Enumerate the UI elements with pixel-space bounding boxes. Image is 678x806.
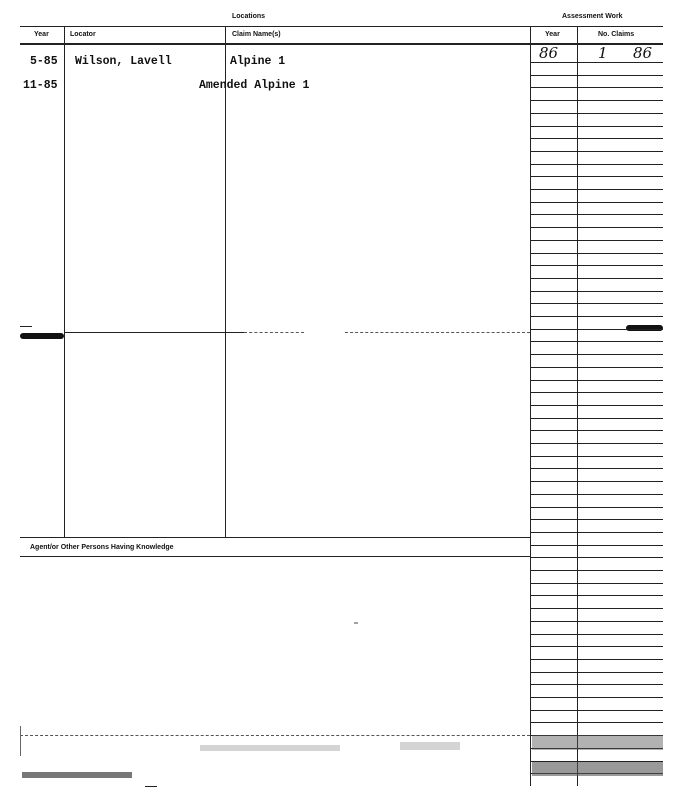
assessment-row-line <box>530 214 663 215</box>
aw-entry-1-count: 1 <box>598 44 608 62</box>
assessment-row-line <box>530 240 663 241</box>
assessment-row-line <box>530 253 663 254</box>
left-bracket-mark <box>20 333 64 339</box>
entry-2-claim: Amended Alpine 1 <box>199 79 310 92</box>
assessment-row-line <box>530 557 663 558</box>
left-tick-mark <box>20 326 32 327</box>
assessment-row-line <box>530 176 663 177</box>
col-aw-year: Year <box>545 31 560 38</box>
assessment-row-line <box>530 291 663 292</box>
assessment-row-line <box>530 684 663 685</box>
assessment-row-line <box>530 468 663 469</box>
assessment-row-line <box>530 456 663 457</box>
assessment-row-line <box>530 494 663 495</box>
entry-1-year: 5-85 <box>30 55 58 68</box>
assessment-row-line <box>530 392 663 393</box>
scan-noise-5 <box>22 772 132 778</box>
assessment-row-line <box>530 62 663 63</box>
assessment-row-line <box>530 151 663 152</box>
assessment-row-line <box>530 329 663 330</box>
assessment-row-line <box>530 75 663 76</box>
assessment-row-line <box>530 519 663 520</box>
assessment-row-line <box>530 227 663 228</box>
year-locator-divider <box>64 26 65 537</box>
scan-speck <box>354 622 358 624</box>
col-claim-names: Claim Name(s) <box>232 31 281 38</box>
aw-entry-1-year: 86 <box>539 44 559 62</box>
col-year: Year <box>34 31 49 38</box>
assessment-row-line <box>530 87 663 88</box>
aw-entry-1-extra: 86 <box>633 44 653 62</box>
assessment-row-line <box>530 418 663 419</box>
assessment-row-line <box>530 138 663 139</box>
assessment-row-line <box>530 100 663 101</box>
locator-claim-divider <box>225 26 226 537</box>
assessment-row-line <box>530 710 663 711</box>
left-edge-mark <box>20 726 21 756</box>
entry-1-locator: Wilson, Lavell <box>75 55 172 68</box>
assessment-row-line <box>530 659 663 660</box>
bottom-dash-rule <box>20 735 530 737</box>
mid-rule-left <box>64 332 244 333</box>
assessment-row-line <box>530 722 663 723</box>
bottom-tick <box>145 786 157 787</box>
entry-1-claim: Alpine 1 <box>230 55 286 68</box>
agent-section-label: Agent/or Other Persons Having Knowledge <box>30 544 174 551</box>
assessment-row-line <box>530 634 663 635</box>
assessment-row-line <box>530 303 663 304</box>
assessment-row-line <box>530 672 663 673</box>
assessment-row-line <box>530 113 663 114</box>
mid-rule-dash-2 <box>345 332 530 334</box>
entry-2-year: 11-85 <box>23 79 58 92</box>
assessment-row-line <box>530 189 663 190</box>
assessment-row-line <box>530 316 663 317</box>
assessment-row-line <box>530 583 663 584</box>
mid-rule-dash-1 <box>244 332 304 334</box>
scan-noise-3 <box>532 735 663 750</box>
assessment-row-line <box>530 202 663 203</box>
assessment-row-line <box>530 278 663 279</box>
assessment-row-line <box>530 532 663 533</box>
assessment-row-line <box>530 608 663 609</box>
scan-noise-4 <box>532 762 663 776</box>
assessment-row-line <box>530 443 663 444</box>
agent-section-rule <box>20 556 530 557</box>
assessment-row-line <box>530 380 663 381</box>
assessment-row-line <box>530 646 663 647</box>
header-rule <box>20 43 663 45</box>
scan-noise-1 <box>200 745 340 751</box>
assessment-row-line <box>530 430 663 431</box>
locations-heading: Locations <box>232 13 266 20</box>
col-locator: Locator <box>70 31 96 38</box>
assessment-row-line <box>530 481 663 482</box>
assessment-row-line <box>530 265 663 266</box>
assessment-row-line <box>530 545 663 546</box>
assessment-row-line <box>530 507 663 508</box>
assessment-row-line <box>530 367 663 368</box>
claims-section-bottom <box>20 537 530 538</box>
assessment-row-line <box>530 621 663 622</box>
assessment-row-line <box>530 595 663 596</box>
scan-noise-2 <box>400 742 460 750</box>
assessment-row-line <box>530 570 663 571</box>
assessment-row-line <box>530 126 663 127</box>
assessment-row-line <box>530 341 663 342</box>
assessment-row-line <box>530 405 663 406</box>
assessment-row-line <box>530 354 663 355</box>
assessment-work-heading: Assessment Work <box>562 13 623 20</box>
col-aw-no-claims: No. Claims <box>598 31 635 38</box>
assessment-row-line <box>530 697 663 698</box>
top-rule <box>20 26 663 27</box>
assessment-row-line <box>530 164 663 165</box>
